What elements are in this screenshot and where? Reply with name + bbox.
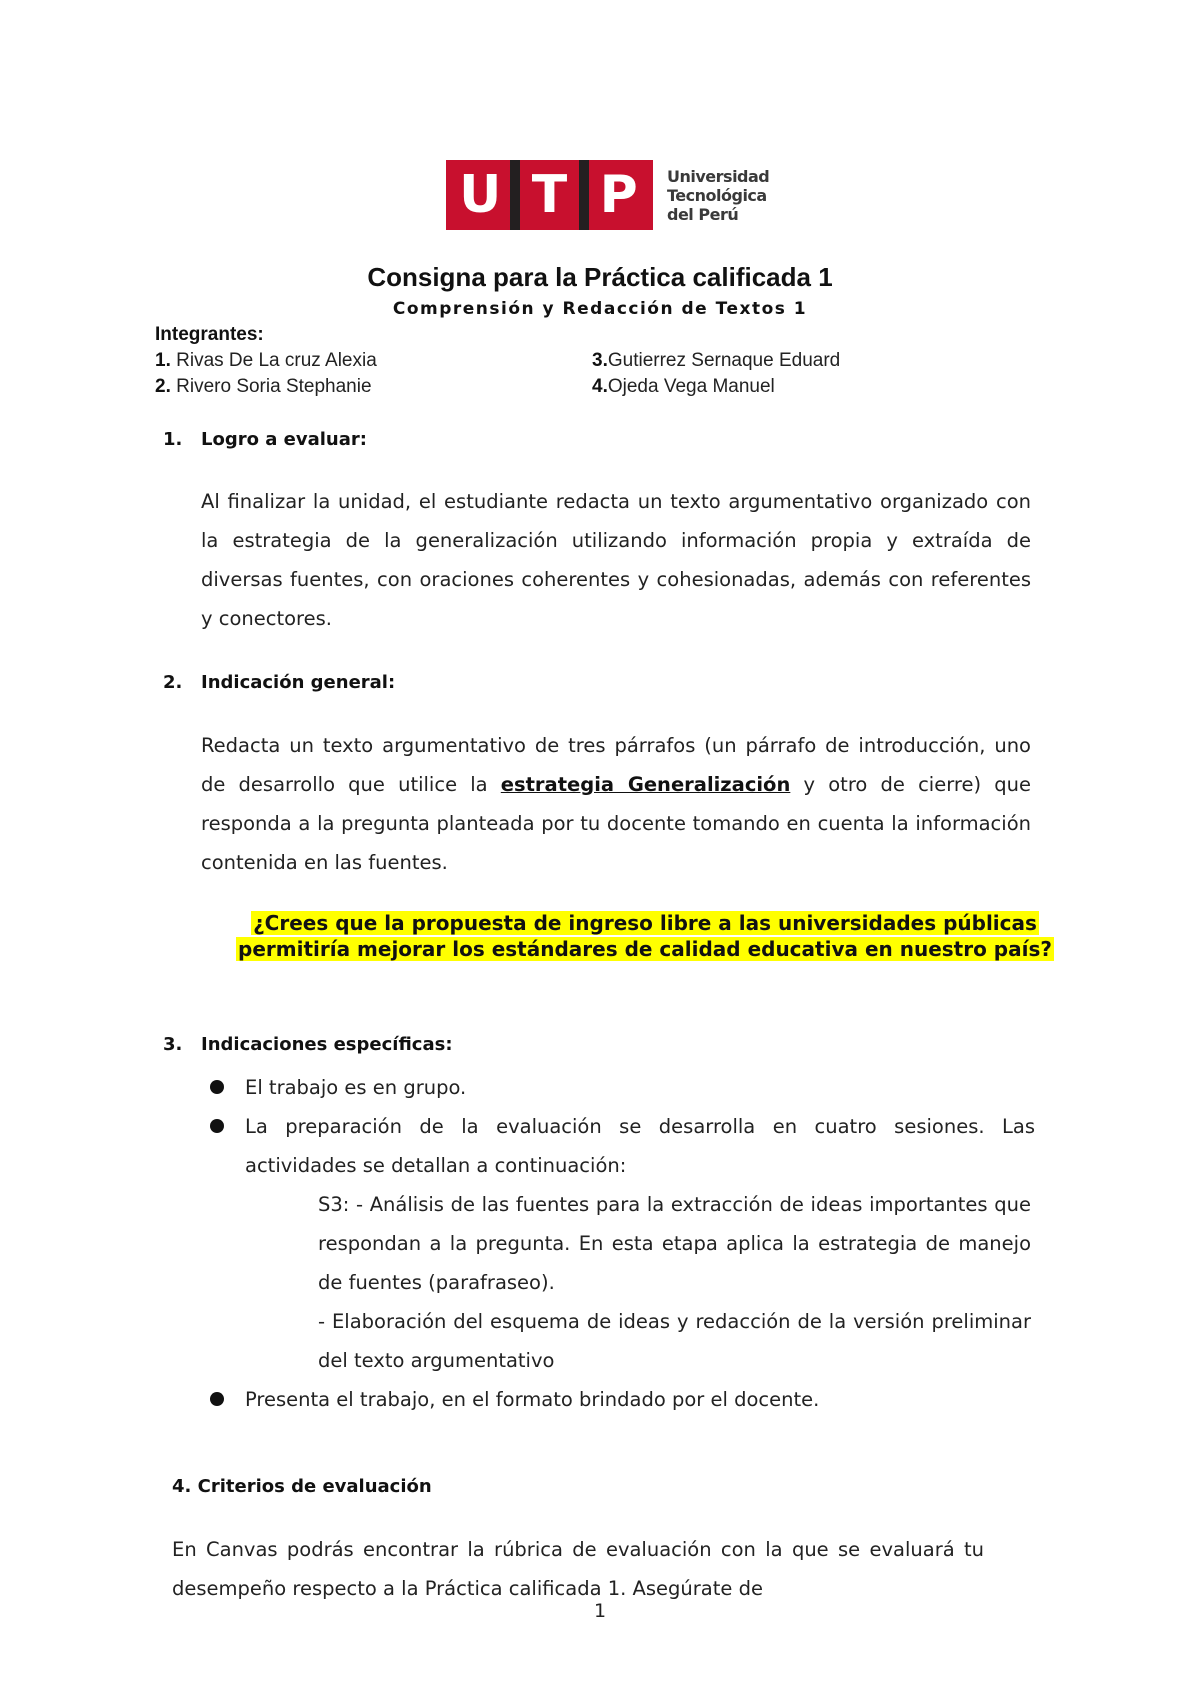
strategy-emphasis: estrategia Generalización xyxy=(500,773,791,796)
section-number: 1. xyxy=(163,429,183,450)
logo-letter-p: P xyxy=(599,165,638,225)
session-detail: - Elaboración del esquema de ideas y redacción de la versión preliminar del texto argumentativo xyxy=(318,1310,1031,1372)
section-heading-indicacion xyxy=(163,672,395,693)
question-text: ¿Crees que la propuesta de ingreso libre a las universidades públicas permitiría mejorar los estándares de calidad educativa en nuestro país? xyxy=(238,911,1052,961)
indicacion-text-before: Redacta un texto argumentativo de tres párrafos (un párrafo de introducción, uno de desarrollo que utilice la xyxy=(201,734,1031,796)
criterios-paragraph: En Canvas podrás encontrar la rúbrica de evaluación con la que se evaluará tu desempeño respecto a la Práctica calificada 1. Asegúrate de xyxy=(172,1538,984,1600)
section-title: Logro a evaluar: xyxy=(201,429,367,450)
member-number: 1. xyxy=(155,350,171,371)
indicacion-text-after: y otro de cierre) que responda a la pregunta planteada por tu docente tomando en cuenta la información contenida en las fuentes. xyxy=(201,773,1031,874)
section-number: 3. xyxy=(163,1034,183,1055)
logo-line-2: Tecnológica xyxy=(667,185,767,205)
logo-wordmark xyxy=(667,167,769,224)
member-name: Rivas De La cruz Alexia xyxy=(170,350,377,371)
logro-paragraph: Al finalizar la unidad, el estudiante redacta un texto argumentativo organizado con la estrategia de la generalización utilizando información propia y extraída de diversas fuentes, con oraciones coherentes y cohesionadas, además con referentes y conectores. xyxy=(201,490,1031,630)
section-title: Indicación general: xyxy=(201,672,396,693)
member-name: Gutierrez Sernaque Eduard xyxy=(607,350,841,371)
indicacion-paragraph xyxy=(201,726,1031,882)
member-number: 2. xyxy=(155,376,171,397)
member-number: 4. xyxy=(592,376,608,397)
members-label: Integrantes: xyxy=(155,324,264,345)
session-detail: S3: - Análisis de las fuentes para la extracción de ideas importantes que respondan a la pregunta. En esta etapa aplica la estrategia de manejo de fuentes (parafraseo). xyxy=(318,1193,1031,1294)
member-name: Rivero Soria Stephanie xyxy=(170,376,372,397)
member-item xyxy=(155,376,372,398)
logo-mark xyxy=(446,160,653,230)
logo-line-1: Universidad xyxy=(667,166,770,186)
member-item xyxy=(592,376,775,398)
bullet-icon xyxy=(210,1119,224,1133)
document-title: Consigna para la Práctica calificada 1 xyxy=(367,262,833,292)
bullet-item: El trabajo es en grupo. xyxy=(245,1076,467,1099)
section-heading-logro xyxy=(163,429,367,450)
bullet-icon xyxy=(210,1080,224,1094)
member-name: Ojeda Vega Manuel xyxy=(607,376,775,397)
utp-logo xyxy=(446,160,769,230)
page-number: 1 xyxy=(593,1600,607,1622)
logo-separator xyxy=(510,160,520,230)
member-item xyxy=(155,350,377,372)
logo-letter-t: T xyxy=(531,165,568,225)
logo-separator xyxy=(579,160,589,230)
document-subtitle: Comprensión y Redacción de Textos 1 xyxy=(392,299,808,319)
section-title: Indicaciones específicas: xyxy=(201,1034,453,1055)
member-item xyxy=(592,350,840,372)
bullet-item: La preparación de la evaluación se desarrolla en cuatro sesiones. Las actividades se detallan a continuación: xyxy=(245,1115,1035,1177)
logo-letter-u: U xyxy=(459,165,502,225)
section-heading-criterios: 4. Criterios de evaluación xyxy=(172,1476,432,1497)
logo-line-3: del Perú xyxy=(667,204,739,224)
section-number: 2. xyxy=(163,672,183,693)
bullet-icon xyxy=(210,1392,224,1406)
section-heading-especificas xyxy=(163,1034,453,1055)
highlighted-question xyxy=(230,910,1060,962)
member-number: 3. xyxy=(592,350,608,371)
bullet-item: Presenta el trabajo, en el formato brindado por el docente. xyxy=(245,1388,820,1411)
